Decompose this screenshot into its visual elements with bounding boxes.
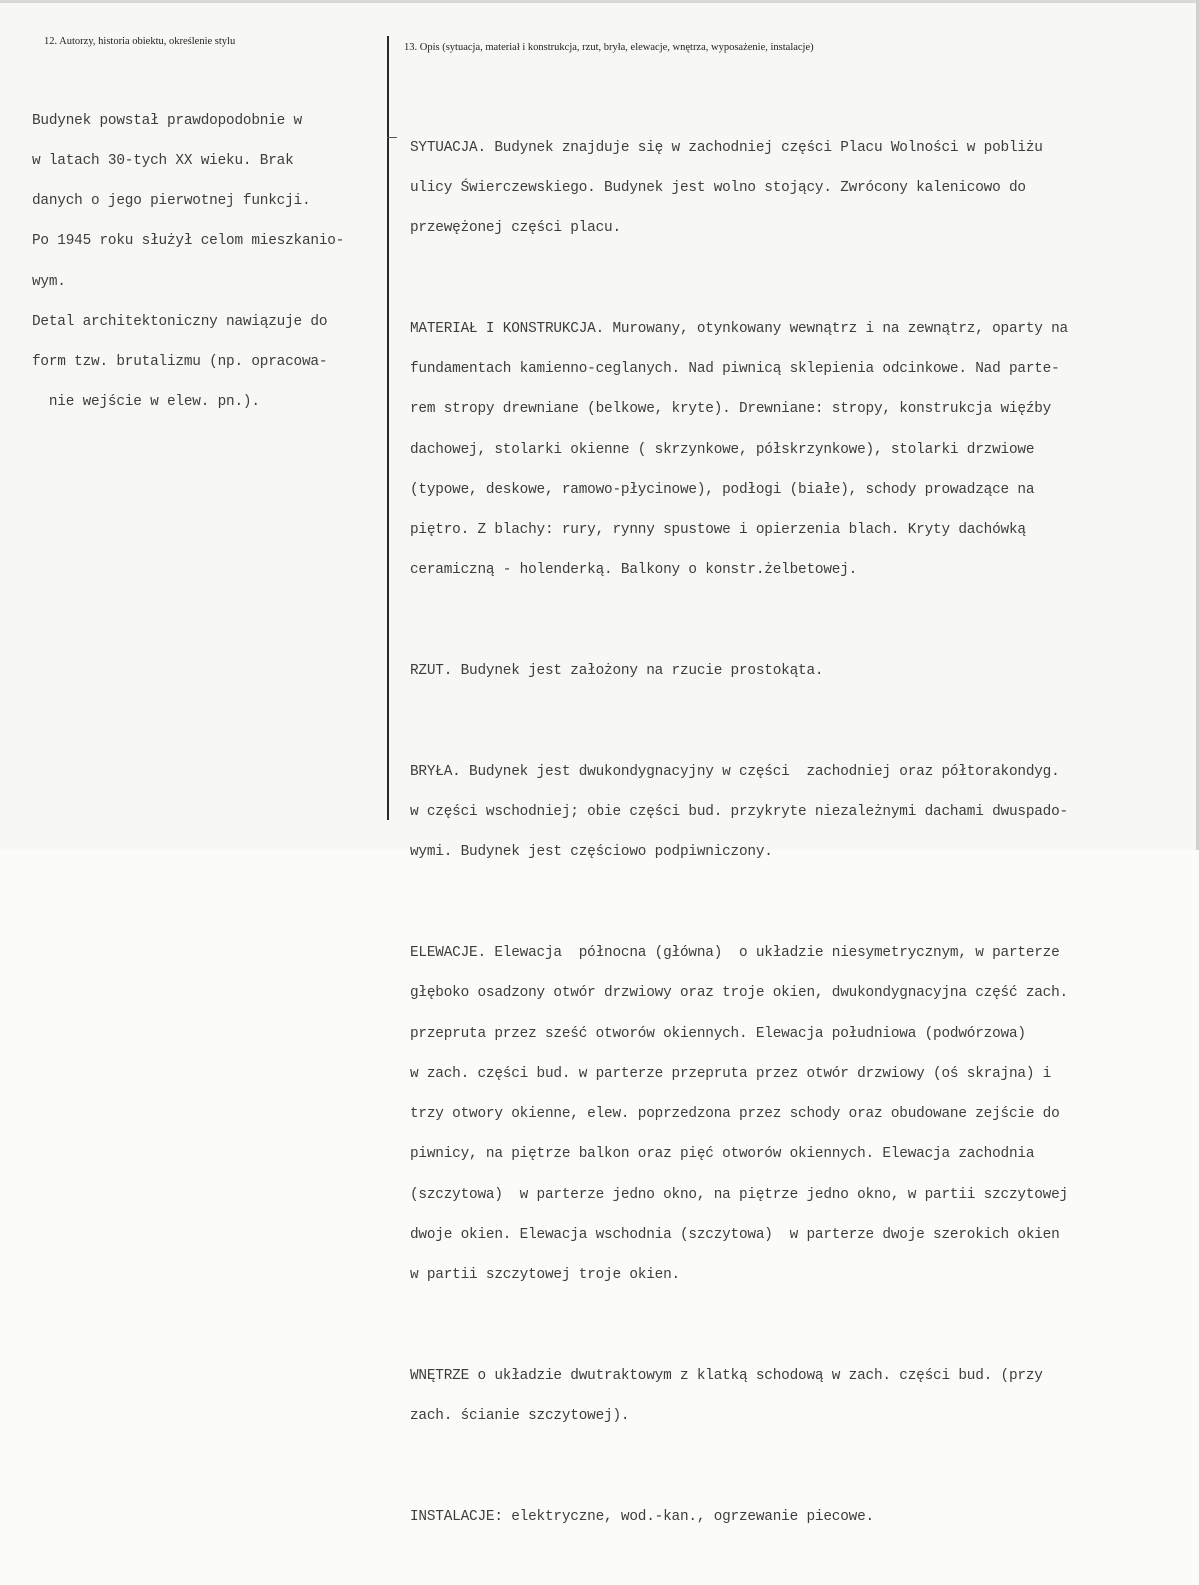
instalacje-line: INSTALACJE: elektryczne, wod.-kan., ogrzewanie piecowe. (410, 1508, 874, 1525)
elewacje-line: (szczytowa) w parterze jedno okno, na piętrze jedno okno, w partii szczytowej (410, 1186, 1068, 1203)
sytuacja-line: ulicy Świerczewskiego. Budynek jest wolno stojący. Zwrócony kalenicowo do (410, 179, 1026, 196)
history-line: w latach 30-tych XX wieku. Brak (32, 153, 294, 170)
material-line: dachowej, stolarki okienne ( skrzynkowe, półskrzynkowe), stolarki drzwiowe (410, 441, 1035, 458)
elewacje-line: trzy otwory okienne, elew. poprzedzona przez schody oraz obudowane zejście do (410, 1106, 1060, 1123)
bryla-line: w części wschodniej; obie części bud. przykryte niezależnymi dachami dwuspado- (410, 804, 1068, 821)
section-12-header: 12. Autorzy, historia obiektu, określenie stylu (44, 36, 236, 47)
elewacje-paragraph (410, 920, 1068, 1309)
bryla-line: wymi. Budynek jest częściowo podpiwniczony. (410, 844, 773, 861)
history-line: form tzw. brutalizmu (np. opracowa- (32, 354, 328, 371)
material-paragraph (410, 296, 1068, 604)
elewacje-line: przepruta przez sześć otworów okiennych. Elewacja południowa (podwórzowa) (410, 1025, 1026, 1042)
history-line: danych o jego pierwotnej funkcji. (32, 193, 311, 210)
history-text (32, 88, 344, 437)
wnetrze-paragraph (410, 1343, 1068, 1450)
section-13-header: 13. Opis (sytuacja, materiał i konstrukcja, rzut, bryła, elewacje, wnętrza, wyposażenie, instalacje) (404, 42, 814, 53)
material-line: piętro. Z blachy: rury, rynny spustowe i opierzenia blach. Kryty dachówką (410, 522, 1026, 538)
bryla-line: BRYŁA. Budynek jest dwukondygnacyjny w części zachodniej oraz półtorakondyg. (410, 763, 1060, 780)
material-line: (typowe, deskowe, ramowo-płycinowe), podłogi (białe), schody prowadzące na (410, 481, 1035, 498)
material-line: rem stropy drewniane (belkowe, kryte). Drewniane: stropy, konstrukcja więźby (410, 401, 1052, 418)
bryla-paragraph (410, 739, 1068, 886)
column-divider (387, 36, 389, 820)
elewacje-line: ELEWACJE. Elewacja północna (główna) o układzie niesymetrycznym, w parterze (410, 945, 1060, 962)
rzut-paragraph (410, 638, 1068, 705)
sytuacja-line: SYTUACJA. Budynek znajduje się w zachodniej części Placu Wolności w pobliżu (410, 139, 1043, 156)
instalacje-paragraph (410, 1484, 1068, 1551)
elewacje-line: w zach. części bud. w parterze przepruta przez otwór drzwiowy (oś skrajna) i (410, 1065, 1052, 1082)
elewacje-line: piwnicy, na piętrze balkon oraz pięć otworów okiennych. Elewacja zachodnia (410, 1146, 1035, 1163)
description-text (410, 88, 1068, 1585)
wnetrze-line: zach. ścianie szczytowej). (410, 1408, 630, 1424)
material-line: ceramiczną - holenderką. Balkony o konstr.żelbetowej. (410, 562, 858, 579)
material-line: MATERIAŁ I KONSTRUKCJA. Murowany, otynkowany wewnątrz i na zewnątrz, oparty na (410, 320, 1068, 337)
elewacje-line: w partii szczytowej troje okien. (410, 1266, 680, 1283)
rzut-line: RZUT. Budynek jest założony na rzucie prostokąta. (410, 663, 824, 680)
sytuacja-paragraph (410, 115, 1068, 262)
history-line: Po 1945 roku służył celom mieszkanio- (32, 233, 345, 250)
material-line: fundamentach kamienno-ceglanych. Nad piwnicą sklepienia odcinkowe. Nad parte- (410, 361, 1060, 378)
history-line: nie wejście w elew. pn.). (32, 394, 260, 411)
history-line: wym. (32, 273, 66, 290)
history-line: Detal architektoniczny nawiązuje do (32, 313, 328, 330)
card-top-edge (0, 0, 1199, 3)
hyphen-mark (387, 137, 397, 138)
history-line: Budynek powstał prawdopodobnie w (32, 112, 302, 129)
sytuacja-line: przewężonej części placu. (410, 220, 621, 237)
wnetrze-line: WNĘTRZE o układzie dwutraktowym z klatką schodową w zach. części bud. (przy (410, 1367, 1043, 1384)
elewacje-line: głęboko osadzony otwór drzwiowy oraz troje okien, dwukondygnacyjna część zach. (410, 985, 1068, 1002)
elewacje-line: dwoje okien. Elewacja wschodnia (szczytowa) w parterze dwoje szerokich okien (410, 1226, 1060, 1243)
